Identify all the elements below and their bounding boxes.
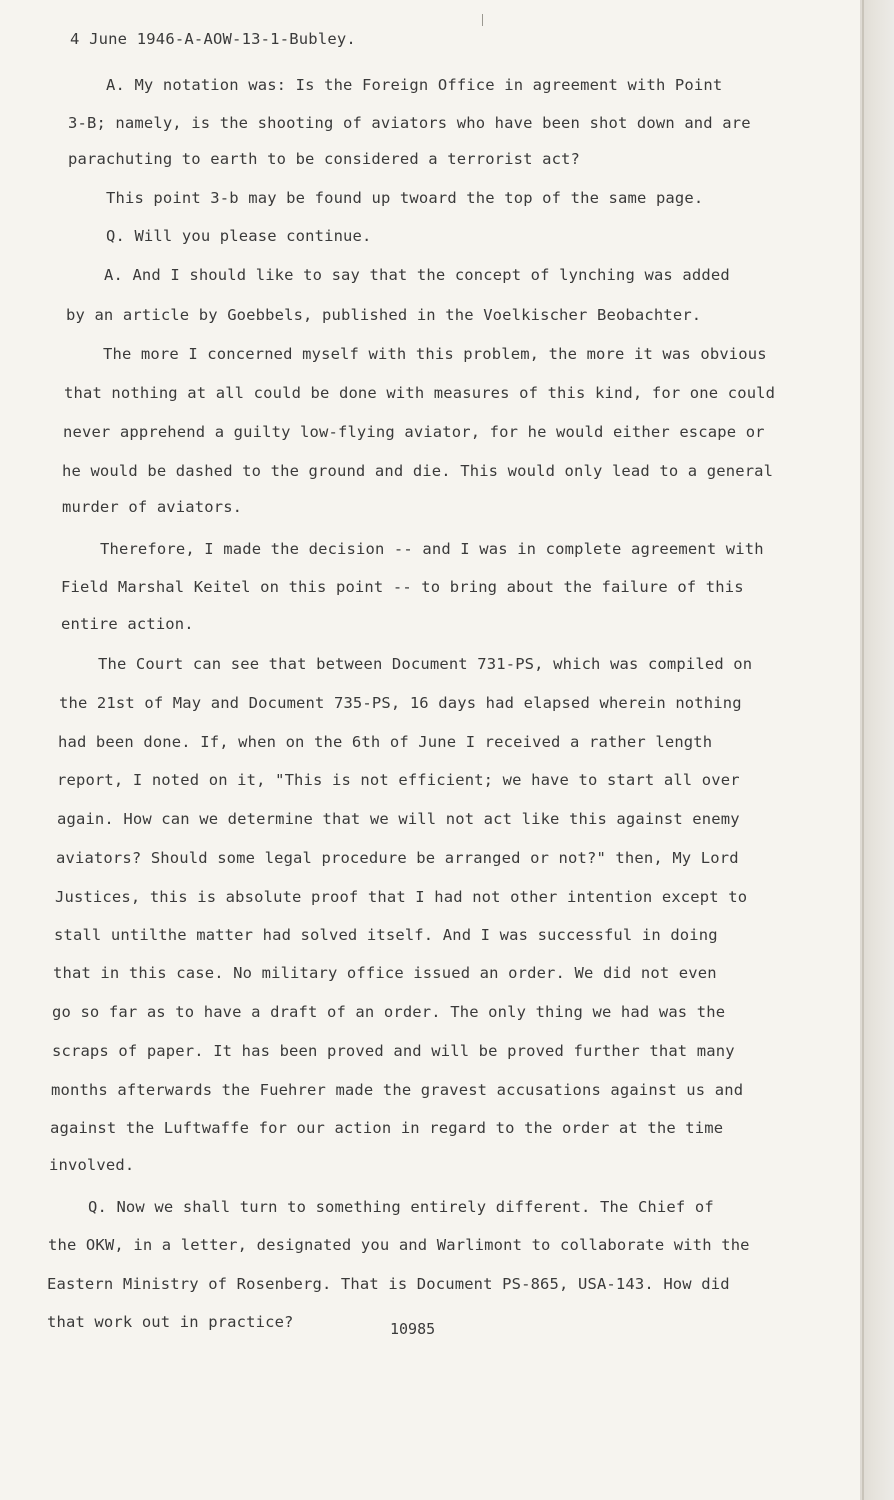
- text-line: stall untilthe matter had solved itself. And I was successful in doing: [54, 926, 718, 944]
- document-header: 4 June 1946-A-AOW-13-1-Bubley.: [70, 30, 356, 48]
- text-line: A. And I should like to say that the concept of lynching was added: [104, 266, 730, 284]
- text-line: he would be dashed to the ground and die. This would only lead to a general: [62, 462, 774, 480]
- text-line: Therefore, I made the decision -- and I was in complete agreement with: [100, 540, 764, 558]
- text-line: that in this case. No military office issued an order. We did not even: [53, 964, 717, 982]
- text-line: 3-B; namely, is the shooting of aviators who have been shot down and are: [68, 114, 751, 132]
- text-line: go so far as to have a draft of an order. The only thing we had was the: [52, 1003, 726, 1021]
- text-line: the 21st of May and Document 735-PS, 16 days had elapsed wherein nothing: [59, 694, 742, 712]
- text-line: never apprehend a guilty low-flying aviator, for he would either escape or: [63, 423, 765, 441]
- text-line: months afterwards the Fuehrer made the gravest accusations against us and: [51, 1081, 744, 1099]
- text-line: by an article by Goebbels, published in the Voelkischer Beobachter.: [66, 306, 702, 324]
- text-line: had been done. If, when on the 6th of June I received a rather length: [58, 733, 713, 751]
- text-line: parachuting to earth to be considered a terrorist act?: [68, 150, 581, 168]
- text-line: murder of aviators.: [62, 498, 243, 516]
- text-line: involved.: [49, 1156, 135, 1174]
- text-line: The more I concerned myself with this problem, the more it was obvious: [103, 345, 767, 363]
- page-edge-line: [862, 0, 864, 1500]
- text-line: that work out in practice?: [47, 1313, 294, 1331]
- text-line: again. How can we determine that we will not act like this against enemy: [57, 810, 740, 828]
- text-line: Q. Will you please continue.: [106, 227, 372, 245]
- text-line: scraps of paper. It has been proved and will be proved further that many: [52, 1042, 735, 1060]
- text-line: Eastern Ministry of Rosenberg. That is Document PS-865, USA-143. How did: [47, 1275, 730, 1293]
- text-line: A. My notation was: Is the Foreign Office in agreement with Point: [106, 76, 723, 94]
- text-line: Justices, this is absolute proof that I had not other intention except to: [55, 888, 748, 906]
- text-line: entire action.: [61, 615, 194, 633]
- text-line: against the Luftwaffe for our action in regard to the order at the time: [50, 1119, 724, 1137]
- text-line: Field Marshal Keitel on this point -- to bring about the failure of this: [61, 578, 744, 596]
- text-line: that nothing at all could be done with measures of this kind, for one could: [64, 384, 776, 402]
- text-line: This point 3-b may be found up twoard the top of the same page.: [106, 189, 704, 207]
- text-line: Q. Now we shall turn to something entirely different. The Chief of: [88, 1198, 714, 1216]
- text-line: aviators? Should some legal procedure be arranged or not?" then, My Lord: [56, 849, 739, 867]
- text-line: report, I noted on it, "This is not efficient; we have to start all over: [57, 771, 740, 789]
- page-number: 10985: [390, 1320, 436, 1338]
- text-line: The Court can see that between Document 731-PS, which was compiled on: [98, 655, 753, 673]
- text-line: the OKW, in a letter, designated you and Warlimont to collaborate with the: [48, 1236, 750, 1254]
- pencil-mark: [482, 14, 483, 26]
- page-edge-background: [860, 0, 894, 1500]
